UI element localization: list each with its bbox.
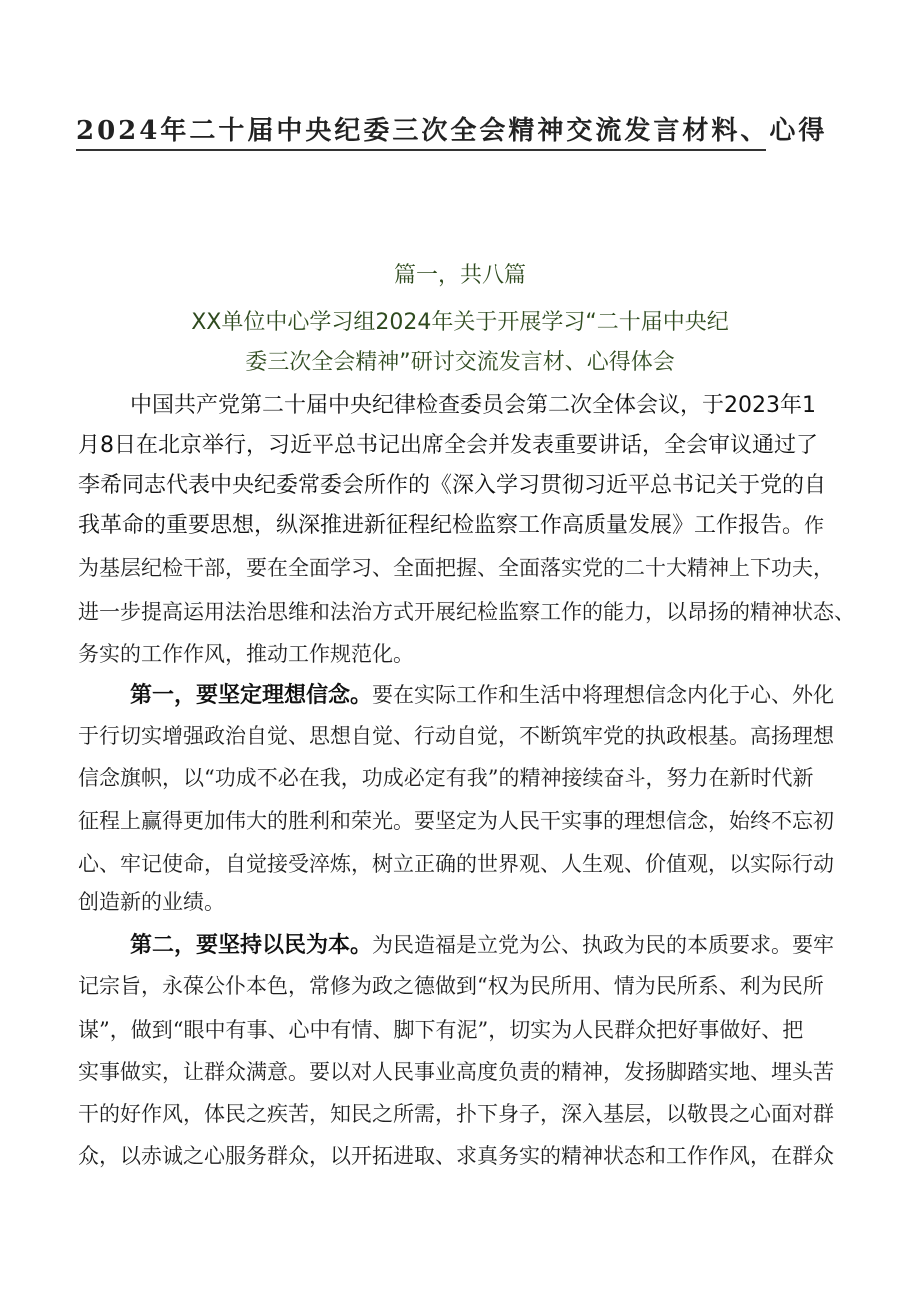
document-title: 2024年二十届中央纪委三次全会精神交流发言材料、心得 (76, 110, 766, 151)
section2-lead: 第二，要坚持以民为本。 (130, 933, 373, 958)
section1-line-3: 信念旗帜，以“功成不必在我，功成必定有我”的精神接续奋斗，努力在新时代新 (78, 766, 814, 790)
intro-line-1: 中国共产党第二十届中央纪律检查委员会第二次全体会议，于2023年1 (130, 393, 816, 418)
intro-line-4-tail: 作 (804, 513, 825, 537)
section2-line-3: 谋”，做到“眼中有事、心中有情、脚下有泥”，切实为人民群众把好事做好、把 (78, 1018, 804, 1042)
section1-line-4: 征程上赢得更加伟大的胜利和荣光。要坚定为人民干实事的理想信念，始终不忘初 (78, 809, 834, 833)
section1-line-5: 心、牢记使命，自觉接受淬炼，树立正确的世界观、人生观、价值观，以实际行动 (78, 852, 834, 876)
chapter-label: 篇一，共八篇 (393, 263, 526, 288)
subtitle-line-2: 委三次全会精神”研讨交流发言材、心得体会 (245, 350, 675, 375)
intro-line-4 (78, 508, 858, 539)
intro-line-7: 务实的工作作风，推动工作规范化。 (78, 642, 414, 666)
section2-line-1-text: 为民造福是立党为公、执政为民的本质要求。要牢 (372, 933, 835, 957)
subtitle-line-1: XX单位中心学习组2024年关于开展学习“二十届中央纪 (191, 310, 729, 335)
section1-line-6: 创造新的业绩。 (78, 890, 225, 914)
intro-line-6: 进一步提高运用法治思维和法治方式开展纪检监察工作的能力，以昂扬的精神状态、 (78, 600, 855, 624)
section2-line-6: 众，以赤诚之心服务群众，以开拓进取、求真务实的精神状态和工作作风，在群众 (78, 1144, 834, 1168)
section1-line-1-text: 要在实际工作和生活中将理想信念内化于心、外化 (372, 683, 835, 707)
section2-line-4: 实事做实，让群众满意。要以对人民事业高度负责的精神，发扬脚踏实地、埋头苦 (78, 1060, 834, 1084)
section1-line-2: 于行切实增强政治自觉、思想自觉、行动自觉，不断筑牢党的执政根基。高扬理想 (78, 724, 834, 748)
intro-line-3: 李希同志代表中央纪委常委会所作的《深入学习贯彻习近平总书记关于党的自 (78, 473, 827, 498)
intro-line-2: 月8日在北京举行，习近平总书记出席全会并发表重要讲话，全会审议通过了 (78, 433, 818, 458)
intro-line-4-main: 我革命的重要思想，纵深推进新征程纪检监察工作高质量发展》工作报告。 (78, 513, 805, 538)
intro-line-5: 为基层纪检干部，要在全面学习、全面把握、全面落实党的二十大精神上下功夫， (78, 556, 834, 580)
section2-line-1 (130, 928, 860, 959)
section1-lead: 第一，要坚定理想信念。 (130, 683, 373, 708)
section1-line-1 (130, 678, 860, 709)
section2-line-5: 干的好作风，体民之疾苦，知民之所需，扑下身子，深入基层，以敬畏之心面对群 (78, 1102, 834, 1126)
section2-line-2: 记宗旨，永葆公仆本色，常修为政之德做到“权为民所用、情为民所系、利为民所 (78, 974, 824, 998)
